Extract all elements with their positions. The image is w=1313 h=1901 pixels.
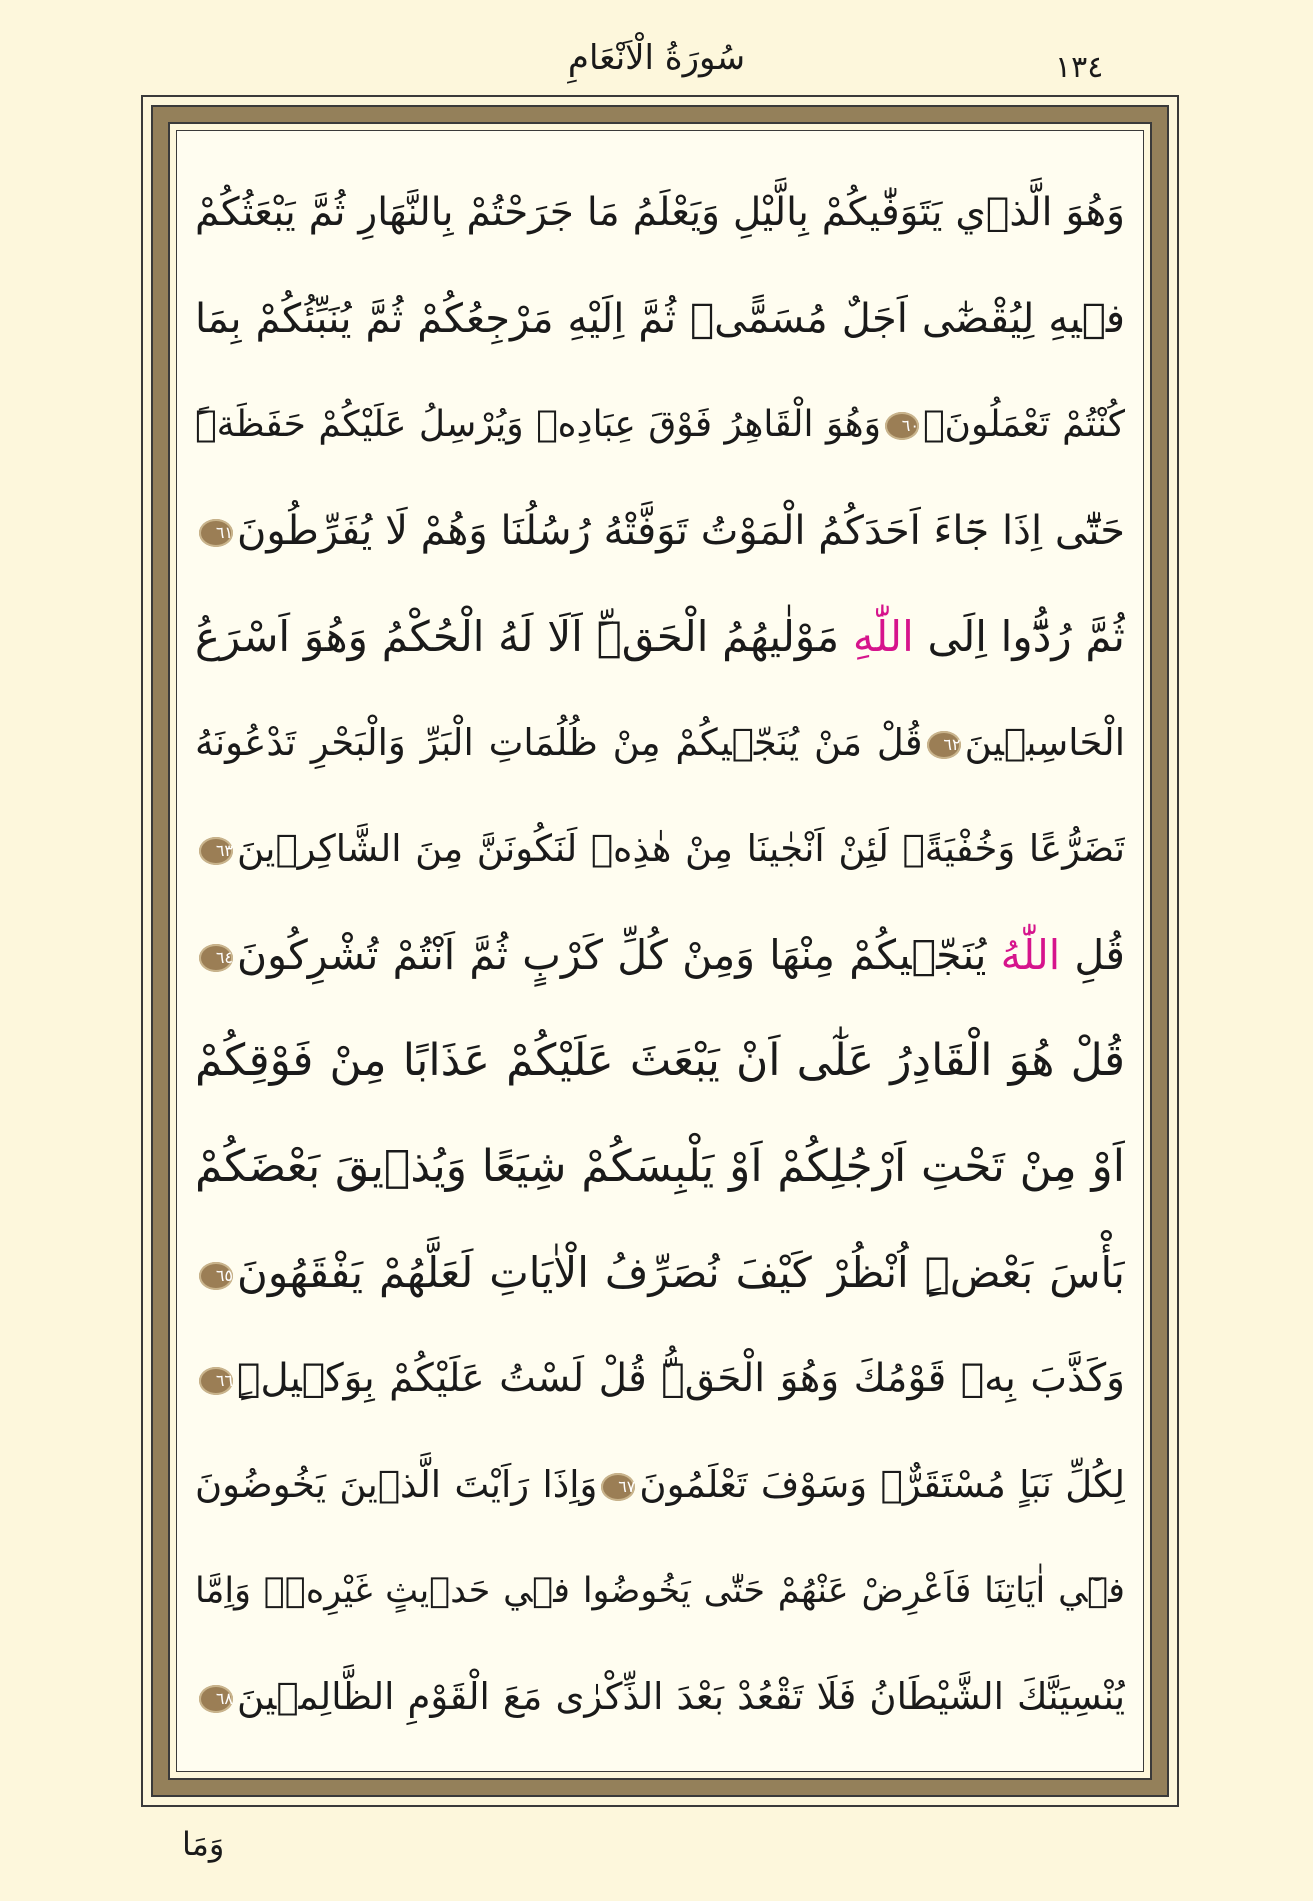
verse-text: وَاِذَا رَاَيْتَ الَّذ۪ينَ يَخُوضُونَ — [195, 1463, 598, 1506]
verse-text: قُلِ — [1060, 931, 1125, 979]
verse-text: ثُمَّ رُدُّٓوا اِلَى — [913, 612, 1125, 661]
verse-text: تَضَرُّعًا وَخُفْيَةًۚ لَئِنْ اَنْجٰينَا مِنْ هٰذِه۪ لَنَكُونَنَّ مِنَ الشَّاكِر۪ينَ — [237, 827, 1125, 870]
text-line — [195, 1538, 1125, 1644]
page-number: ١٣٤ — [1055, 50, 1104, 85]
verse-text: يُنَجّ۪يكُمْ مِنْهَا وَمِنْ كُلِّ كَرْبٍ ثُمَّ اَنْتُمْ تُشْرِكُونَ — [237, 931, 1001, 979]
ayah-number-marker: ٦٣ — [199, 837, 233, 865]
text-line — [195, 478, 1125, 584]
verse-text: يُنْسِيَنَّكَ الشَّيْطَانُ فَلَا تَقْعُدْ بَعْدَ الذِّكْرٰى مَعَ الْقَوْمِ الظَّالِم۪ينَ — [237, 1675, 1125, 1718]
text-line — [195, 1432, 1125, 1538]
surah-title: سُورَةُ الْاَنْعَامِ — [567, 38, 746, 78]
text-line — [195, 1644, 1125, 1750]
text-line — [195, 690, 1125, 796]
text-line — [195, 584, 1125, 690]
verse-text: وَهُوَ الْقَاهِرُ فَوْقَ عِبَادِه۪ وَيُرْسِلُ عَلَيْكُمْ حَفَظَةًۜ — [195, 404, 881, 445]
verse-text: وَكَذَّبَ بِه۪ قَوْمُكَ وَهُوَ الْحَقُّۜ قُلْ لَسْتُ عَلَيْكُمْ بِوَك۪يلٍۜ — [237, 1356, 1125, 1401]
text-line — [195, 902, 1125, 1008]
text-line — [195, 160, 1125, 266]
text-line — [195, 372, 1125, 478]
text-line — [195, 1326, 1125, 1432]
catchword: وَمَا — [182, 1825, 225, 1863]
ayah-number-marker: ٦٦ — [199, 1367, 233, 1395]
ayah-number-marker: ٦١ — [199, 519, 233, 547]
verse-text: بَأْسَ بَعْضٍۜ اُنْظُرْ كَيْفَ نُصَرِّفُ الْاٰيَاتِ لَعَلَّهُمْ يَفْقَهُونَ — [237, 1248, 1125, 1297]
verse-text: مَوْلٰيهُمُ الْحَقِّۜ اَلَا لَهُ الْحُكْمُ وَهُوَ اَسْرَعُ — [195, 612, 853, 661]
verse-text: قُلْ مَنْ يُنَجّ۪يكُمْ مِنْ ظُلُمَاتِ الْبَرِّ وَالْبَحْرِ تَدْعُونَهُ — [195, 721, 923, 764]
text-line — [195, 1114, 1125, 1220]
ayah-number-marker: ٦٨ — [199, 1685, 233, 1713]
verse-text: قُلْ هُوَ الْقَادِرُ عَلٰٓى اَنْ يَبْعَثَ عَلَيْكُمْ عَذَابًا مِنْ فَوْقِكُمْ — [195, 1035, 1125, 1086]
divine-name: اللّٰهِ — [852, 612, 914, 661]
ayah-number-marker: ٦٢ — [927, 731, 961, 759]
verse-text: كُنْتُمْ تَعْمَلُونَ۟ — [922, 404, 1125, 445]
ayah-number-marker: ٦٧ — [601, 1473, 635, 1501]
text-line — [195, 1008, 1125, 1114]
quran-text-block — [195, 160, 1125, 1750]
ayah-number-marker: ٦٥ — [199, 1262, 233, 1290]
text-line — [195, 266, 1125, 372]
verse-text: الْحَاسِب۪ينَ — [964, 721, 1125, 764]
text-line — [195, 1220, 1125, 1326]
text-line — [195, 796, 1125, 902]
ayah-number-marker: ٦٠ — [885, 412, 919, 440]
verse-text: وَهُوَ الَّذ۪ي يَتَوَفّٰيكُمْ بِالَّيْلِ وَيَعْلَمُ مَا جَرَحْتُمْ بِالنَّهَارِ ثُمَّ يَبْعَثُكُمْ — [195, 190, 1125, 235]
verse-text: ف۪يهِ لِيُقْضٰٓى اَجَلٌ مُسَمًّىۚ ثُمَّ اِلَيْهِ مَرْجِعُكُمْ ثُمَّ يُنَبِّئُكُمْ بِمَا — [195, 296, 1125, 342]
verse-text: اَوْ مِنْ تَحْتِ اَرْجُلِكُمْ اَوْ يَلْبِسَكُمْ شِيَعًا وَيُذ۪يقَ بَعْضَكُمْ — [195, 1141, 1125, 1192]
verse-text: ف۪ٓي اٰيَاتِنَا فَاَعْرِضْ عَنْهُمْ حَتّٰى يَخُوضُوا ف۪ي حَد۪يثٍ غَيْرِه۪ۜ وَاِمَّا — [195, 1571, 1125, 1611]
verse-text: حَتّٰٓى اِذَا جَٓاءَ اَحَدَكُمُ الْمَوْتُ تَوَفَّتْهُ رُسُلُنَا وَهُمْ لَا يُفَرِّطُونَ — [237, 508, 1125, 554]
verse-text: لِكُلِّ نَبَاٍ مُسْتَقَرٌّۘ وَسَوْفَ تَعْلَمُونَ — [639, 1463, 1125, 1506]
divine-name: اللّٰهُ — [1000, 931, 1061, 979]
ayah-number-marker: ٦٤ — [199, 944, 233, 972]
